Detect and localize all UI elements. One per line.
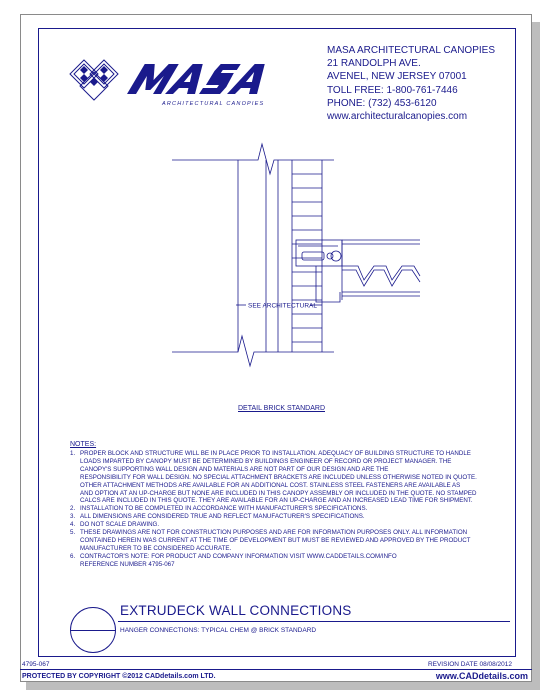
caddetails-link[interactable]: www.CADdetails.com bbox=[435, 671, 528, 681]
note-item: 1. PROPER BLOCK AND STRUCTURE WILL BE IN PLACE PRIOR TO INSTALLATION. ADEQUACY OF BUILDING STRUCTURE TO HANDLE LOADS IMPARTED BY CANOPY MUST BE DETERMINED BY BUILDINGS ENGINEER OF RECORD OR PROJECT MANAGER. THE CANOPY'S SUPPORTING WALL DESIGN AND MATERIALS ARE NOT PART OF OUR DESIGN AND ARE THE RESPONSIBILITY FOR WALL DESIGN. NO SPECIAL ATTACHMENT BRACKETS ARE INCLUDED UNLESS OTHERWISE NOTED IN QUOTE. OTHER ATTACHMENT METHODS ARE AVAILABLE FOR AN ADDITIONAL COST. STAINLESS STEEL FASTENERS ARE AVAILABLE AS AND OPTION AT AN UP-CHARGE BUT NONE ARE INCLUDED IN THIS CANOPY ASSEMBLY OR INCLUDED IN THE QUOTE. NO STAMPED CALCS ARE INCLUDED IN THIS QUOTE. THEY ARE AVAILABLE FOR AN UP-CHARGE AND AN INCREASED LEAD TIME FOR SHIPMENT. bbox=[70, 450, 477, 505]
bottom-break-line bbox=[172, 336, 334, 366]
note-item: 5. THESE DRAWINGS ARE NOT FOR CONSTRUCTION PURPOSES AND ARE FOR INFORMATION PURPOSES ONLY. ALL INFORMATION CONTAINED HEREIN WAS CURRENT AT THE TIME OF DEVELOPMENT BUT MUST BE REVIEWED AND APPROVED BY THE PRODUCT MANUFACTURER TO BE CONSIDERED ACCURATE. bbox=[70, 529, 471, 552]
company-phone: PHONE: (732) 453-6120 bbox=[327, 97, 437, 109]
masa-logo bbox=[62, 54, 284, 110]
title-block-circle-divider bbox=[70, 630, 116, 631]
note-item: 6. CONTRACTOR'S NOTE: FOR PRODUCT AND COMPANY INFORMATION VISIT WWW.CADDETAILS.COM/INFO REFERENCE NUMBER 4795-067 bbox=[70, 552, 397, 568]
copyright-notice: PROTECTED BY COPYRIGHT ©2012 CADdetails.com LTD. bbox=[22, 673, 216, 680]
note-item: 4. DO NOT SCALE DRAWING. bbox=[70, 521, 160, 529]
extrudeck-profile bbox=[342, 240, 420, 300]
drawing-title: EXTRUDECK WALL CONNECTIONS bbox=[120, 603, 352, 618]
footer-divider bbox=[20, 669, 532, 670]
company-tollfree: TOLL FREE: 1-800-761-7446 bbox=[327, 84, 458, 96]
notes-heading: NOTES: bbox=[70, 441, 97, 448]
revision-date: REVISION DATE 08/08/2012 bbox=[427, 661, 512, 668]
logo-subtitle: ARCHITECTURAL CANOPIES bbox=[162, 101, 265, 107]
top-break-line bbox=[172, 144, 334, 174]
detail-title: DETAIL BRICK STANDARD bbox=[238, 405, 325, 412]
note-item: 2. INSTALLATION TO BE COMPLETED IN ACCORDANCE WITH MANUFACTURER'S SPECIFICATIONS. bbox=[70, 505, 368, 513]
see-architectural-callout: SEE ARCHITECTURAL bbox=[248, 302, 317, 310]
reference-number: 4795-067 bbox=[22, 661, 50, 668]
notes-list bbox=[70, 450, 490, 569]
company-name: MASA ARCHITECTURAL CANOPIES bbox=[327, 45, 495, 56]
brick-courses bbox=[292, 174, 322, 342]
company-address-1: 21 RANDOLPH AVE. bbox=[327, 58, 421, 70]
company-address-2: AVENEL, NEW JERSEY 07001 bbox=[327, 71, 467, 83]
title-underline bbox=[118, 621, 510, 622]
note-item: 3. ALL DIMENSIONS ARE CONSIDERED TRUE AND REFLECT MANUFACTURER'S SPECIFICATIONS. bbox=[70, 513, 365, 521]
detail-drawing bbox=[40, 140, 480, 400]
company-info bbox=[327, 44, 495, 123]
drawing-subtitle: HANGER CONNECTIONS: TYPICAL CHEM @ BRICK STANDARD bbox=[120, 627, 317, 634]
company-website[interactable]: www.architecturalcanopies.com bbox=[327, 111, 468, 123]
